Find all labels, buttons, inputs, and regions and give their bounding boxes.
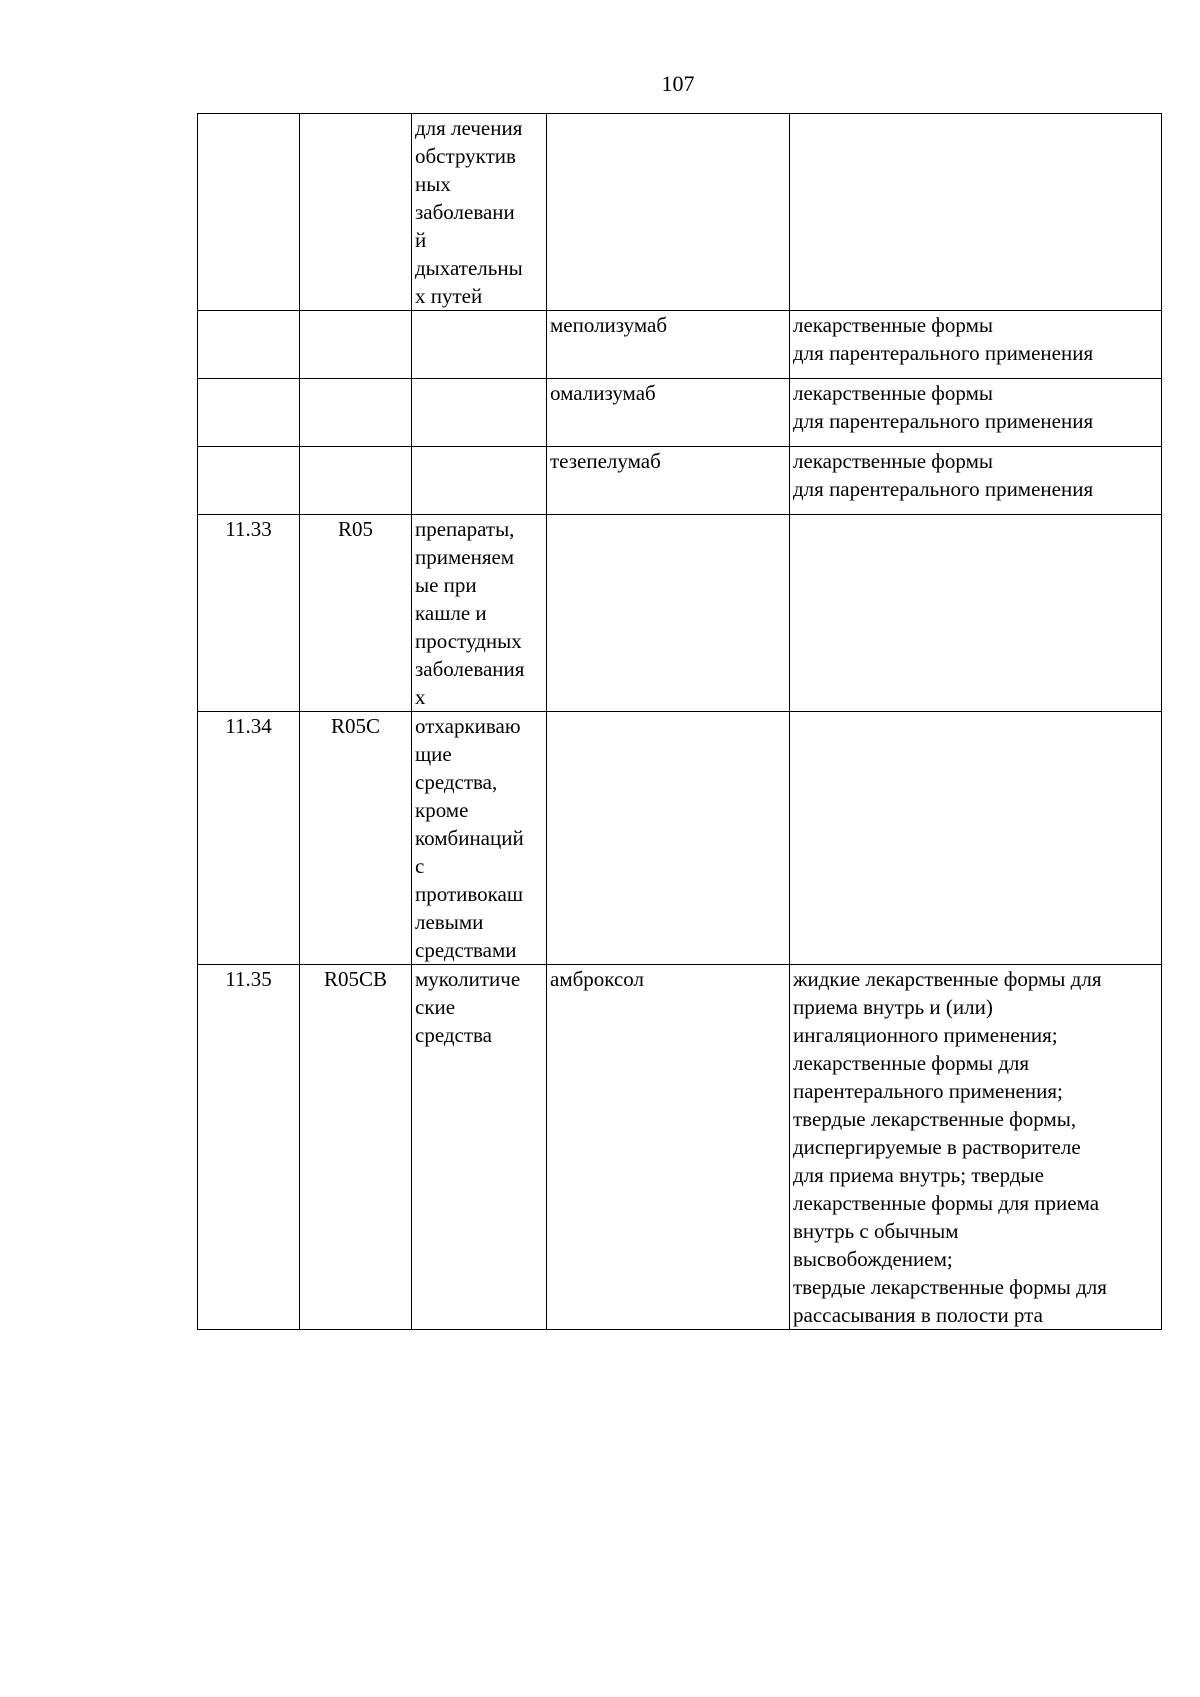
atc-code-cell: [300, 114, 412, 311]
dosage-form-line: жидкие лекарственные формы для: [793, 967, 1102, 991]
table-row: [198, 379, 1162, 447]
dosage-forms-cell: [790, 114, 1162, 311]
dosage-form-line: для парентерального применения: [793, 477, 1094, 501]
atc-group-cell: препараты, применяем ые при кашле и простудных заболевания х: [412, 515, 547, 712]
atc-code-cell: [300, 311, 412, 379]
dosage-form-line: лекарственные формы для: [793, 1051, 1030, 1075]
atc-group-cell: [412, 379, 547, 447]
atc-code-cell: [300, 447, 412, 515]
drug-name-cell: омализумаб: [547, 379, 790, 447]
atc-group-cell: муколитиче ские средства: [412, 965, 547, 1330]
drug-name-cell: [547, 114, 790, 311]
dosage-form-line: лекарственные формы: [793, 381, 993, 405]
dosage-form-line: твердые лекарственные формы,: [793, 1107, 1077, 1131]
row-number-cell: [198, 447, 300, 515]
dosage-form-line: парентерального применения;: [793, 1079, 1063, 1103]
table-row: [198, 515, 1162, 712]
atc-group-cell: [412, 447, 547, 515]
atc-code-cell: R05: [300, 515, 412, 712]
table-row: [198, 311, 1162, 379]
atc-code-cell: R05CB: [300, 965, 412, 1330]
dosage-form-line: высвобождением;: [793, 1247, 953, 1271]
dosage-forms-cell: [790, 965, 1162, 1330]
row-number-cell: 11.35: [198, 965, 300, 1330]
row-number-cell: [198, 379, 300, 447]
dosage-form-line: рассасывания в полости рта: [793, 1303, 1043, 1327]
drug-name-cell: [547, 515, 790, 712]
dosage-form-line: твердые лекарственные формы для: [793, 1275, 1107, 1299]
dosage-forms-cell: [790, 447, 1162, 515]
dosage-form-line: лекарственные формы для приема: [793, 1191, 1100, 1215]
drug-table: [197, 113, 1162, 1330]
dosage-form-line: лекарственные формы: [793, 449, 993, 473]
atc-group-cell: [412, 311, 547, 379]
dosage-forms-cell: [790, 712, 1162, 965]
dosage-forms-cell: [790, 311, 1162, 379]
drug-name-cell: [547, 712, 790, 965]
drug-name-cell: тезепелумаб: [547, 447, 790, 515]
table-row: [198, 965, 1162, 1330]
atc-code-cell: [300, 379, 412, 447]
drug-name-cell: меполизумаб: [547, 311, 790, 379]
atc-code-cell: R05C: [300, 712, 412, 965]
table-row: [198, 712, 1162, 965]
row-number-cell: 11.33: [198, 515, 300, 712]
dosage-forms-cell: [790, 379, 1162, 447]
page-number: 107: [661, 71, 695, 96]
atc-group-cell: отхаркиваю щие средства, кроме комбинаций с противокаш левыми средствами: [412, 712, 547, 965]
dosage-form-line: ингаляционного применения;: [793, 1023, 1058, 1047]
dosage-form-line: для приема внутрь; твердые: [793, 1163, 1044, 1187]
row-number-cell: [198, 114, 300, 311]
drug-name-cell: амброксол: [547, 965, 790, 1330]
dosage-form-line: приема внутрь и (или): [793, 995, 993, 1019]
dosage-form-line: для парентерального применения: [793, 341, 1094, 365]
dosage-form-line: диспергируемые в растворителе: [793, 1135, 1081, 1159]
table-row: [198, 447, 1162, 515]
atc-group-cell: для лечения обструктив ных заболевани й дыхательны х путей: [412, 114, 547, 311]
row-number-cell: 11.34: [198, 712, 300, 965]
dosage-form-line: внутрь с обычным: [793, 1219, 959, 1243]
dosage-forms-cell: [790, 515, 1162, 712]
row-number-cell: [198, 311, 300, 379]
dosage-form-line: для парентерального применения: [793, 409, 1094, 433]
table-body: [198, 114, 1162, 1330]
dosage-form-line: лекарственные формы: [793, 313, 993, 337]
table-row: [198, 114, 1162, 311]
